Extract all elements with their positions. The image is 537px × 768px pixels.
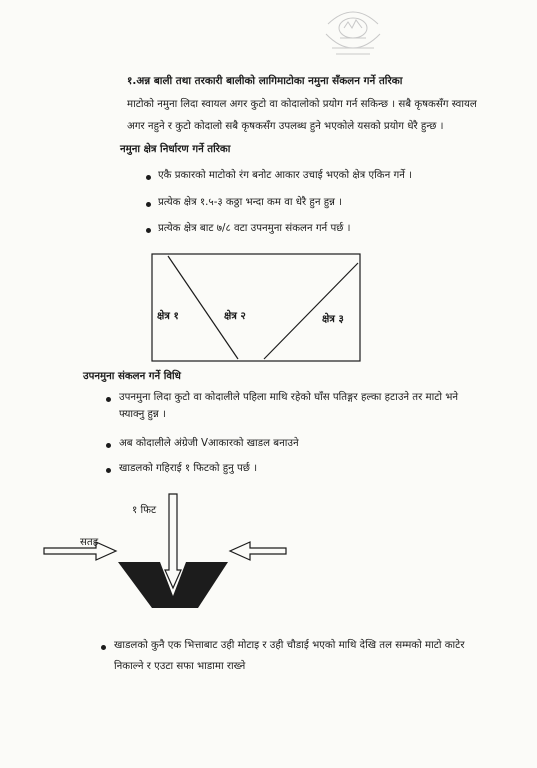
- field-zones-diagram: [151, 253, 361, 362]
- final-bullet-line-2: निकाल्ने र एउटा सफा भाडामा राख्ने: [114, 661, 246, 672]
- zone-divider-2: [264, 263, 358, 359]
- section1-bullet-1: एकै प्रकारको माटोको रंग बनोट आकार उचाई भएको क्षेत्र एकिन गर्ने ।: [158, 170, 412, 181]
- v-pit-diagram: [40, 488, 290, 610]
- section2-bullet-3: खाडलको गहिराई १ फिटको हुनु पर्छ ।: [119, 463, 258, 474]
- depth-label: १ फिट: [132, 505, 157, 516]
- section2-bullet-1-line-1: उपनमुना लिदा कुटो वा कोदालीले पहिला माथि रहेको घाँस पतिङ्गर हल्का हटाउने तर माटो भने: [119, 392, 459, 403]
- government-seal-icon: [318, 2, 388, 64]
- bullet-dot: [101, 645, 106, 650]
- final-bullet-line-1: खाडलको कुनै एक भित्ताबाट उही मोटाइ र उही चौडाई भएको माथि देखि तल सम्मको माटो काटेर: [114, 640, 465, 651]
- field-boundary: [152, 254, 360, 361]
- zone-label-1: क्षेत्र १: [157, 311, 179, 322]
- section1-title: नमुना क्षेत्र निर्धारण गर्ने तरिका: [120, 144, 231, 155]
- bullet-dot: [106, 397, 111, 402]
- bullet-dot: [146, 228, 151, 233]
- bullet-dot: [106, 443, 111, 448]
- bullet-dot: [146, 175, 151, 180]
- section1-bullet-3: प्रत्येक क्षेत्र बाट ७/८ वटा उपनमुना संकलन गर्न पर्छ ।: [158, 223, 351, 234]
- zone-label-3: क्षेत्र ३: [322, 314, 344, 325]
- intro-line-2: अगर नहुने र कुटो कोदालो सबै कृषकसँग उपलब्ध हुने भएकोले यसको प्रयोग धेरै हुन्छ ।: [127, 121, 444, 132]
- section2-title: उपनमुना संकलन गर्ने विधि: [83, 371, 181, 382]
- zone-label-2: क्षेत्र २: [224, 311, 246, 322]
- intro-line-1: माटोको नमुना लिदा स्वायल अगर कुटो वा कोदालोको प्रयोग गर्न सकिन्छ । सबै कृषकसँग स्वायल: [127, 99, 477, 110]
- bullet-dot: [146, 202, 151, 207]
- section1-bullet-2: प्रत्येक क्षेत्र १.५-३ कठ्ठा भन्दा कम वा धेरै हुन हुन्न ।: [158, 197, 343, 208]
- right-arrow-icon: [230, 542, 286, 560]
- section2-bullet-1-line-2: फ्याक्नु हुन्न ।: [119, 409, 166, 420]
- main-heading: १.अन्न बाली तथा तरकारी बालीको लागिमाटोका नमुना सँकलन गर्ने तरिका: [127, 75, 403, 87]
- depth-arrow-icon: [165, 494, 181, 588]
- zone-divider-1: [168, 256, 238, 359]
- section2-bullet-2: अब कोदालीले अंग्रेजी Vआकारको खाडल बनाउने: [119, 438, 299, 449]
- bullet-dot: [106, 468, 111, 473]
- surface-label: सतह: [80, 537, 99, 548]
